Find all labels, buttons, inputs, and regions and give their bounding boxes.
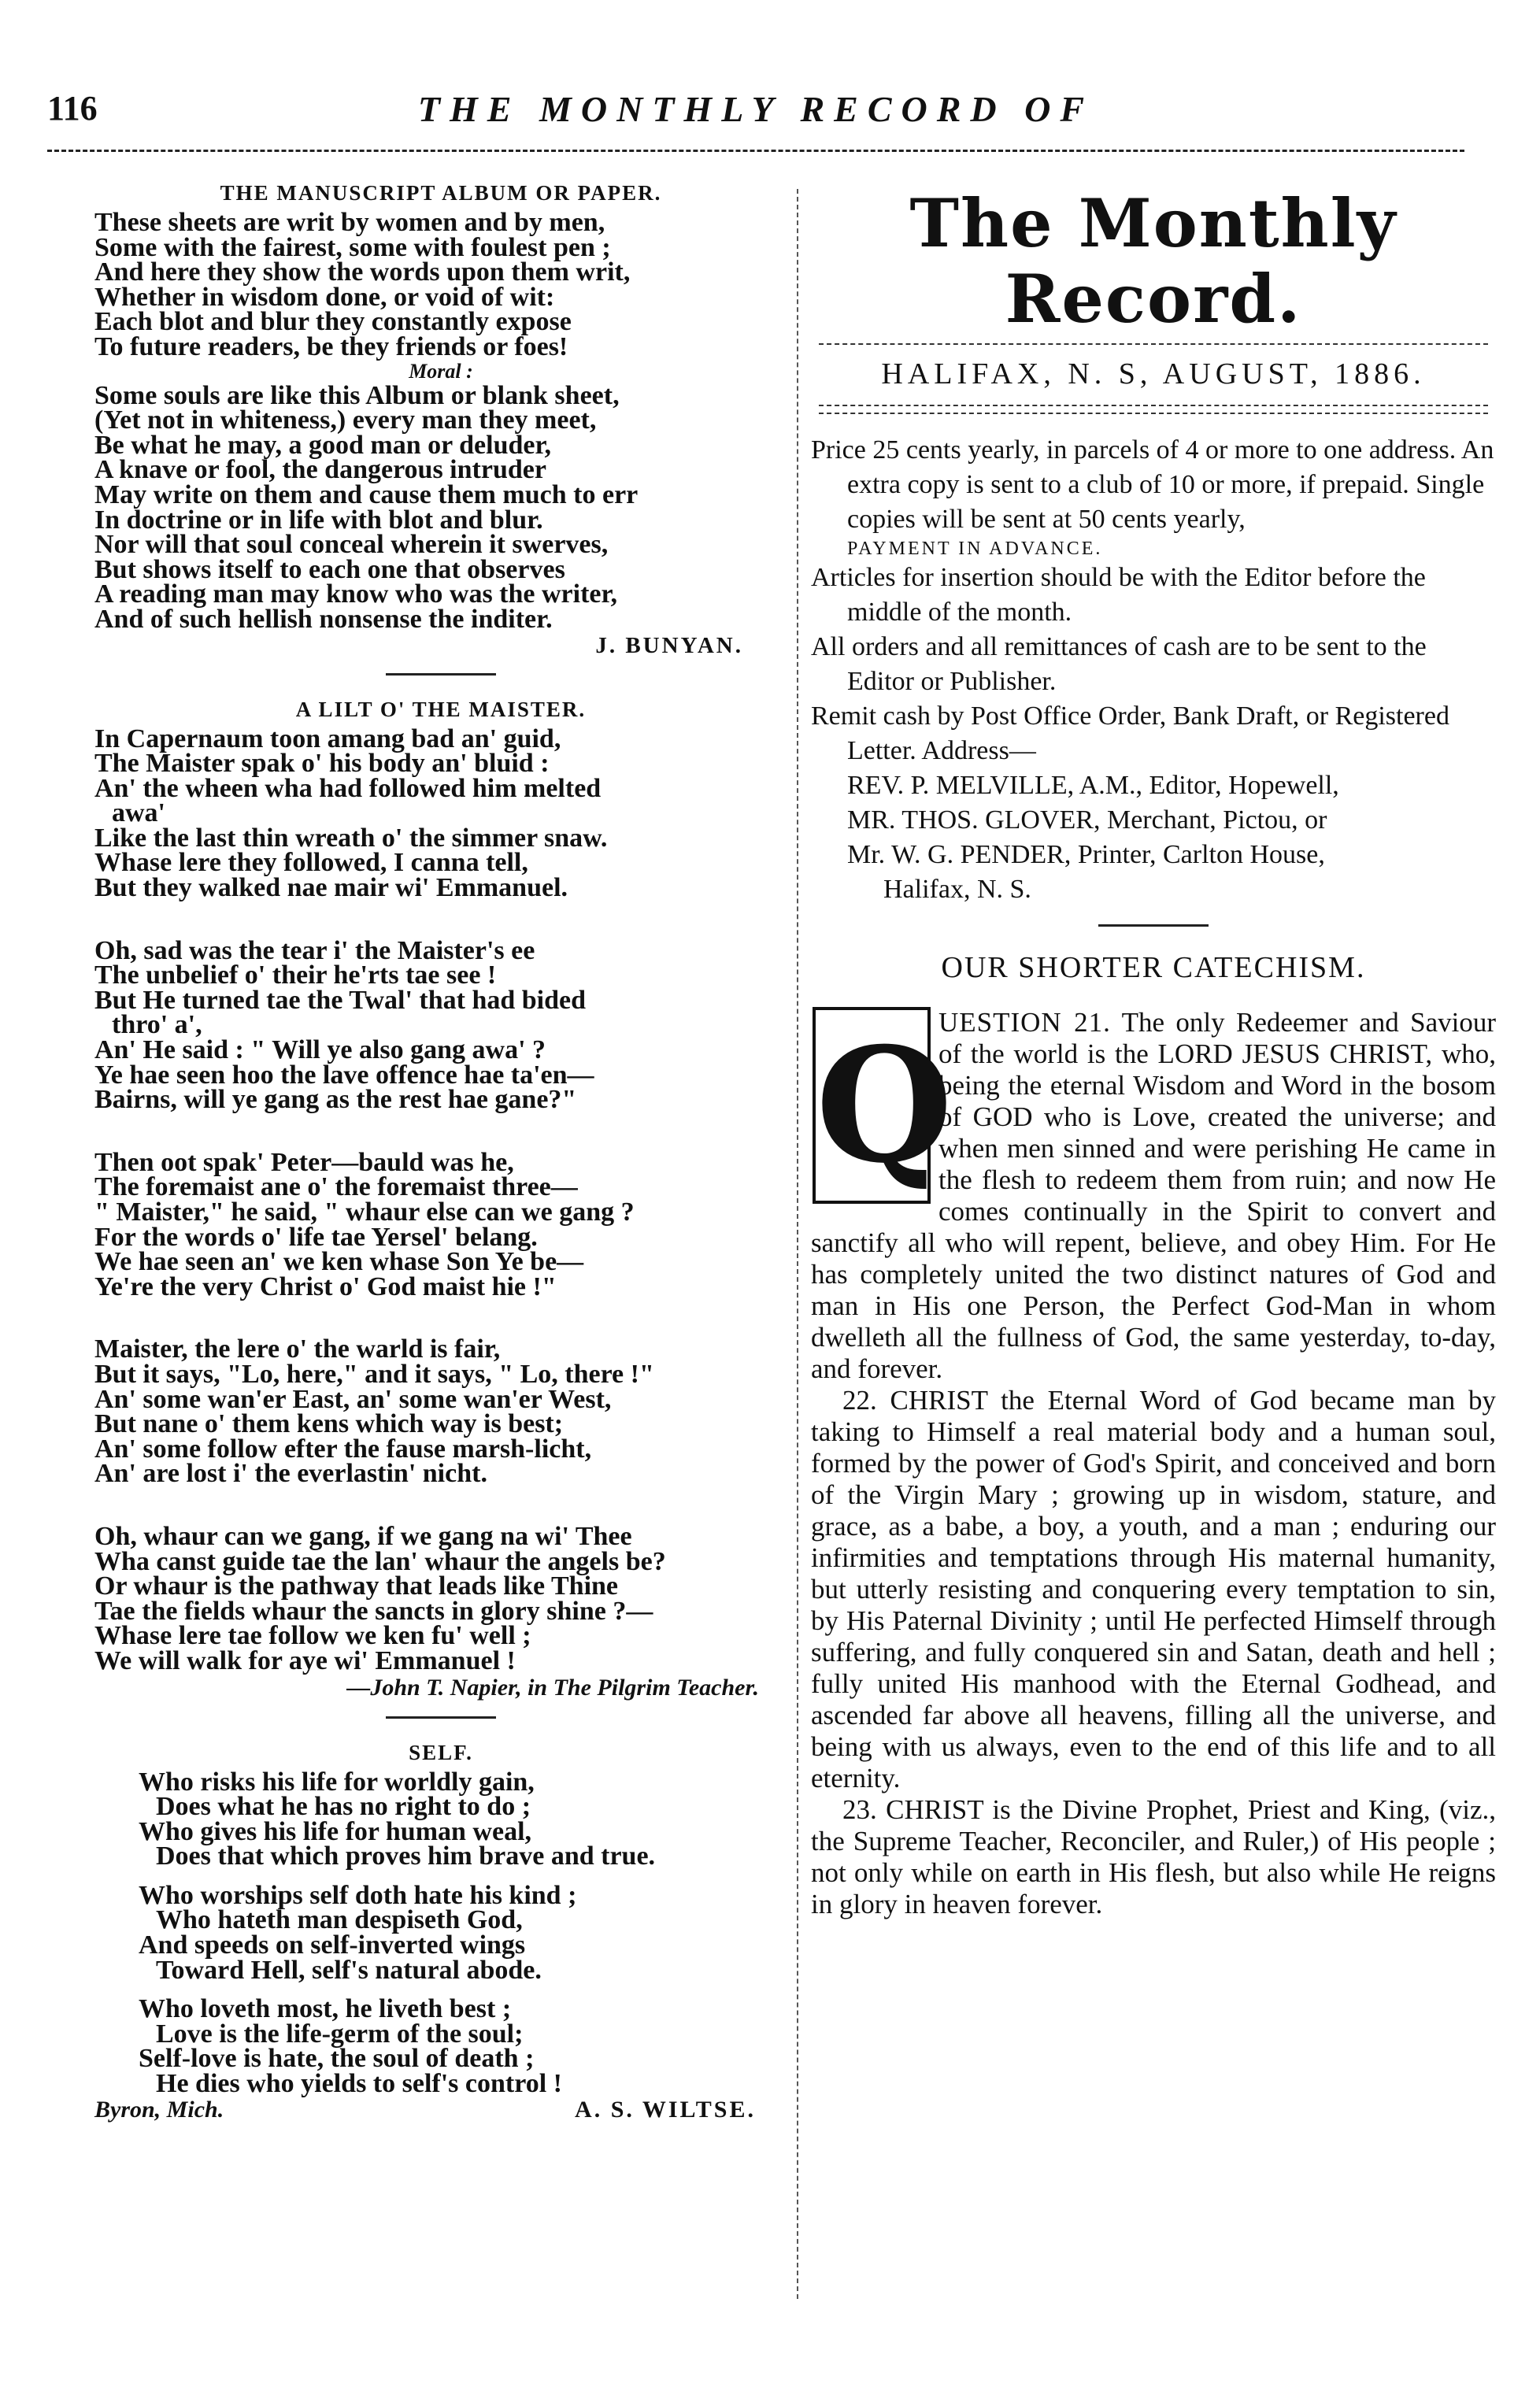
stanza-gap bbox=[94, 901, 787, 938]
poem-line: Who worships self doth hate his kind ; bbox=[139, 1880, 577, 1910]
poem-line: In doctrine or in life with blot and blur. bbox=[94, 505, 543, 535]
poem-line: Like the last thin wreath o' the simmer snaw. bbox=[94, 823, 608, 853]
poem-line: Who loveth most, he liveth best ; bbox=[139, 1994, 512, 2024]
right-column bbox=[811, 186, 1496, 1920]
section-rule bbox=[386, 673, 496, 676]
stanza-gap bbox=[94, 1112, 787, 1150]
drop-cap-ornament bbox=[813, 1007, 953, 1204]
self-title: SELF. bbox=[409, 1740, 473, 1764]
poem-line: Ye're the very Christ o' God maist hie !" bbox=[94, 1271, 557, 1301]
poem-line: Does that which proves him brave and true. bbox=[156, 1842, 656, 1871]
poem-line: An' the wheen wha had followed him melted bbox=[94, 773, 602, 803]
lilt-title: A LILT O' THE MAISTER. bbox=[295, 697, 587, 721]
poem-line: Self-love is hate, the soul of death ; bbox=[139, 2044, 535, 2074]
poem-line: " Maister," he said, " whaur else can we gang ? bbox=[94, 1197, 635, 1227]
poem-line: Tae the fields whaur the sancts in glory shine ?— bbox=[94, 1596, 653, 1626]
poem-line: An' He said : " Will ye also gang awa' ? bbox=[94, 1035, 546, 1065]
section-rule bbox=[386, 1716, 496, 1719]
dateline-rule-2 bbox=[819, 413, 1488, 414]
address-block bbox=[811, 768, 1496, 907]
poem-line: Who hateth man despiseth God, bbox=[156, 1905, 523, 1935]
page-header bbox=[47, 88, 1464, 151]
poem-line: Love is the life-germ of the soul; bbox=[156, 2019, 524, 2049]
lilt-credit: —John T. Napier, in The Pilgrim Teacher. bbox=[346, 1674, 759, 1701]
poem-line: Wha canst guide tae the lan' whaur the angels be? bbox=[94, 1546, 666, 1576]
articles-notice: Articles for insertion should be with the Editor before the middle of the month. bbox=[811, 563, 1426, 627]
catechism-title: OUR SHORTER CATECHISM. bbox=[941, 951, 1366, 984]
header-rule bbox=[47, 150, 1464, 152]
address-line: Halifax, N. S. bbox=[883, 875, 1031, 904]
self-attribution bbox=[94, 2097, 787, 2125]
poem-line: Does what he has no right to do ; bbox=[156, 1792, 531, 1822]
poem-line: To future readers, be they friends or foes! bbox=[94, 331, 568, 361]
price-notice: Price 25 cents yearly, in parcels of 4 or more to one address. An extra copy is sent to a club of 10 or more, if prepaid. Single copies will be sent at 50 cents yearly, bbox=[811, 435, 1494, 534]
poem-line: He dies who yields to self's control ! bbox=[156, 2069, 562, 2099]
question-21-text: The only Redeemer and Saviour of the world is the LORD JESUS CHRIST, who, being the eternal Wisdom and Word in the bosom of GOD who is Love, created the universe; and when men sinned and were perishing He came in the flesh to redeem them from ruin; and now He comes continually in the Spirit to convert and sanctify all who will repent, believe, and obey Him. For He has completely united the two distinct natures of God and man in His one Person, the Perfect God-Man in whom dwelleth all the fullness of God, the same yesterday, to-day, and forever. bbox=[811, 1007, 1496, 1384]
poem-line: Oh, whaur can we gang, if we gang na wi' Thee bbox=[94, 1521, 632, 1551]
poem-line: A knave or fool, the dangerous intruder bbox=[94, 455, 546, 485]
poem-line: But nane o' them kens which way is best; bbox=[94, 1409, 564, 1439]
running-title: THE MONTHLY RECORD OF bbox=[417, 89, 1094, 129]
question-23: 23. CHRIST is the Divine Prophet, Priest and King, (viz., the Supreme Teacher, Reconciler, and Ruler,) of His people ; not only while on earth in His flesh, but also while He reigns in glory in heaven forever. bbox=[811, 1794, 1496, 1919]
address-line: MR. THOS. GLOVER, Merchant, Pictou, or bbox=[847, 805, 1327, 835]
poem-line: awa' bbox=[112, 798, 165, 828]
self-place: Byron, Mich. bbox=[94, 2096, 224, 2123]
masthead-rule bbox=[819, 343, 1488, 345]
poem-line: thro' a', bbox=[112, 1010, 202, 1040]
address-line: REV. P. MELVILLE, A.M., Editor, Hopewell, bbox=[847, 771, 1339, 800]
poem-line: These sheets are writ by women and by men, bbox=[94, 208, 605, 237]
poem-line: For the words o' life tae Yersel' belang. bbox=[94, 1222, 538, 1252]
lilt-poem bbox=[94, 698, 787, 1702]
poem-line: Maister, the lere o' the warld is fair, bbox=[94, 1334, 501, 1364]
dateline-rule bbox=[819, 405, 1488, 406]
column-divider bbox=[797, 189, 798, 2299]
poem-line: And here they show the words upon them writ, bbox=[94, 257, 631, 287]
poem-line: The foremaist ane o' the foremaist three— bbox=[94, 1172, 578, 1202]
poem-line: An' some wan'er East, an' some wan'er West, bbox=[94, 1384, 612, 1414]
poem-line: In Capernaum toon amang bad an' guid, bbox=[94, 724, 561, 753]
album-signature: J. BUNYAN. bbox=[595, 632, 743, 658]
poem-line: Each blot and blur they constantly expose bbox=[94, 307, 572, 337]
poem-line: Oh, sad was the tear i' the Maister's ee bbox=[94, 935, 535, 965]
poem-line: Bairns, will ye gang as the rest hae gane?" bbox=[94, 1085, 577, 1115]
poem-line: May write on them and cause them much to err bbox=[94, 479, 639, 509]
poem-line: Whase lere tae follow we ken fu' well ; bbox=[94, 1621, 531, 1651]
catechism-body bbox=[811, 1007, 1496, 1920]
album-title: THE MANUSCRIPT ALBUM OR PAPER. bbox=[220, 181, 662, 205]
poem-line: But shows itself to each one that observes bbox=[94, 554, 565, 584]
poem-line: But He turned tae the Twal' that had bided bbox=[94, 985, 587, 1015]
poem-line: We will walk for aye wi' Emmanuel ! bbox=[94, 1645, 516, 1675]
poem-line: An' some follow efter the fause marsh-licht, bbox=[94, 1434, 592, 1464]
poem-line: An' are lost i' the everlastin' nicht. bbox=[94, 1459, 487, 1489]
question-22: 22. CHRIST the Eternal Word of God became man by taking to Himself a real material body and a human soul, formed by the power of God's Spirit, and conceived and born of the Virgin Mary ; growing up in wisdom, stature, and grace, as a babe, a boy, a youth, and a man ; enduring our infirmities and temptations through His maternal humanity, but utterly resisting and conquering every temptation to sin, by His Paternal Divinity ; until He perfected Himself through suffering, and fully conquered sin and Satan, death and hell ; fully united His manhood with the Eternal Godhead, and ascended far above all heavens, filling all the universe, and being with us always, even to the end of this life and to all eternity. bbox=[811, 1385, 1496, 1793]
poem-line: Then oot spak' Peter—bauld was he, bbox=[94, 1147, 514, 1177]
poem-line: Some with the fairest, some with foulest pen ; bbox=[94, 232, 611, 262]
album-poem bbox=[94, 181, 787, 659]
poem-line: Toward Hell, self's natural abode. bbox=[156, 1955, 542, 1985]
poem-line: The Maister spak o' his body an' bluid : bbox=[94, 749, 550, 779]
poem-line: And of such hellish nonsense the inditer. bbox=[94, 604, 553, 634]
remit-notice: Remit cash by Post Office Order, Bank Draft, or Registered Letter. Address— bbox=[811, 701, 1449, 765]
stanza-gap bbox=[94, 1486, 787, 1524]
self-poem bbox=[94, 1741, 787, 2125]
self-author: A. S. WILTSE. bbox=[575, 2096, 756, 2123]
moral-label: Moral : bbox=[409, 359, 473, 383]
poem-line: Who gives his life for human weal, bbox=[139, 1816, 532, 1846]
poem-line: Be what he may, a good man or deluder, bbox=[94, 430, 551, 460]
poem-line: Ye hae seen hoo the lave offence hae ta'en— bbox=[94, 1060, 594, 1090]
stanza-gap bbox=[94, 1299, 787, 1337]
poem-line: Whether in wisdom done, or void of wit: bbox=[94, 282, 555, 312]
album-verse bbox=[94, 210, 787, 632]
section-rule bbox=[1098, 924, 1209, 927]
poem-line: But it says, "Lo, here," and it says, " Lo, there !" bbox=[94, 1359, 654, 1389]
question-21-lead: UESTION 21. bbox=[938, 1007, 1111, 1038]
poem-line: Whase lere they followed, I canna tell, bbox=[94, 848, 528, 878]
drop-cap-letter: Q bbox=[816, 1013, 953, 1198]
orders-notice: All orders and all remittances of cash are to be sent to the Editor or Publisher. bbox=[811, 632, 1427, 696]
poem-line: Nor will that soul conceal wherein it swerves, bbox=[94, 530, 609, 560]
poem-line: We hae seen an' we ken whase Son Ye be— bbox=[94, 1247, 584, 1277]
masthead: The Monthly Record. bbox=[909, 184, 1397, 338]
self-verse bbox=[94, 1767, 787, 2099]
poem-line: A reading man may know who was the writer, bbox=[94, 579, 617, 609]
dateline: HALIFAX, N. S, AUGUST, 1886. bbox=[881, 357, 1426, 391]
left-column bbox=[94, 181, 787, 2125]
poem-line: The unbelief o' their he'rts tae see ! bbox=[94, 961, 497, 990]
poem-line: Who risks his life for worldly gain, bbox=[139, 1767, 535, 1797]
poem-line: Or whaur is the pathway that leads like Thine bbox=[94, 1571, 619, 1601]
poem-line: But they walked nae mair wi' Emmanuel. bbox=[94, 873, 568, 903]
poem-line: (Yet not in whiteness,) every man they meet, bbox=[94, 405, 597, 435]
poem-line: And speeds on self-inverted wings bbox=[139, 1930, 526, 1960]
subscription-terms bbox=[811, 433, 1496, 907]
lilt-verse bbox=[94, 724, 787, 1675]
page-number: 116 bbox=[47, 89, 98, 128]
poem-line: Some souls are like this Album or blank sheet, bbox=[94, 380, 620, 410]
address-line: Mr. W. G. PENDER, Printer, Carlton House, bbox=[847, 840, 1325, 869]
payment-notice: PAYMENT IN ADVANCE. bbox=[847, 539, 1103, 559]
